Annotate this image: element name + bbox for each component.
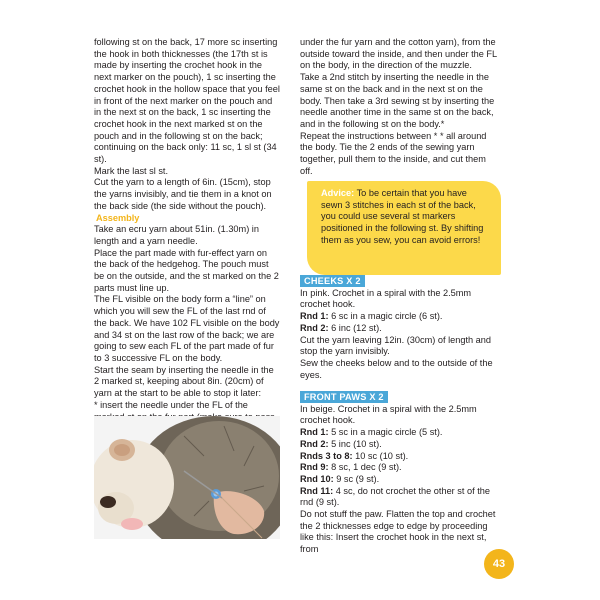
front-paws-section bbox=[300, 391, 500, 556]
round-text: 5 inc (10 st). bbox=[328, 438, 382, 449]
round-text: 6 sc in a magic circle (6 st). bbox=[328, 311, 443, 322]
round-label: Rnd 2: bbox=[300, 438, 329, 449]
advice-label: Advice: bbox=[321, 188, 355, 198]
paragraph: Mark the last sl st. bbox=[94, 165, 169, 176]
round-text: 9 sc (9 st). bbox=[333, 473, 380, 484]
paragraph: Cut the yarn to a length of 6in. (15cm), stop the yarns invisibly, and tie them in a knot on the back side (the side without the pouch). bbox=[94, 177, 272, 211]
round-row bbox=[300, 311, 500, 323]
paragraph: * insert the needle under the FL of the bbox=[94, 399, 248, 410]
left-column bbox=[94, 37, 280, 435]
round-label: Rnd 1: bbox=[300, 427, 329, 438]
paragraph: The FL visible on the body form a “line” on which you will sew the FL of the last rnd of the back. We have 102 FL visible on the body and 34 st on the last row of the back; we are going to sew each FL of the part made of fur to 3 successive FL on the body. bbox=[94, 294, 280, 363]
front-paws-heading: FRONT PAWS X 2 bbox=[300, 391, 388, 403]
paragraph: under the fur yarn and the cotton yarn), from the outside toward the inside, and then under the FL on the body, in the direction of the muzzle. bbox=[300, 37, 497, 71]
round-label: Rnd 10: bbox=[300, 473, 334, 484]
paragraph: Cut the yarn leaving 12in. (30cm) of length and stop the yarn invisibly. bbox=[300, 334, 492, 357]
round-row bbox=[300, 486, 500, 509]
round-text: 10 sc (10 st). bbox=[352, 450, 409, 461]
round-text: 4 sc, do not crochet the other st of the rnd (9 st). bbox=[300, 485, 490, 508]
round-text: 6 inc (12 st). bbox=[328, 322, 382, 333]
round-row bbox=[300, 427, 500, 439]
paragraph: Repeat the instructions between * * all around the body. Tie the 2 ends of the sewing yarn together, pull them to the inside, and cut them off. bbox=[300, 130, 487, 176]
paragraph: Take a 2nd stitch by inserting the needle in the same st on the back and in the next st on the body. Then take a 3rd sewing st by inserting the needle another time in the same st on the back, and in the following st on the body.* bbox=[300, 72, 495, 129]
round-label: Rnd 9: bbox=[300, 462, 329, 473]
paragraph: following st on the back, 17 more sc inserting the hook in both thicknesses (the 17th st is made by inserting the crochet hook in the next marker on the pouch), 1 sc inserting the crochet hook in the hollow space that you feel in front of the next marker on the pouch and in the next st on the back, 1 sc inserting the crochet hook in the next marked st on the pouch and in the following st on the back; continuing on the back only: 11 sc, 1 sl st (34 st). bbox=[94, 37, 280, 165]
round-label: Rnd 1: bbox=[300, 311, 329, 322]
paragraph: In beige. Crochet in a spiral with the 2.5mm crochet hook. bbox=[300, 403, 477, 426]
paragraph: Do not stuff the paw. Flatten the top and crochet the 2 thicknesses edge to edge by proceeding like this: Insert the crochet hook in the next st, from bbox=[300, 509, 496, 555]
round-label: Rnds 3 to 8: bbox=[300, 450, 353, 461]
round-text: 8 sc, 1 dec (9 st). bbox=[328, 462, 402, 473]
advice-box bbox=[307, 181, 501, 275]
paragraph: Take an ecru yarn about 51in. (1.30m) in length and a yarn needle. bbox=[94, 224, 259, 246]
round-label: Rnd 2: bbox=[300, 322, 329, 333]
assembly-heading: Assembly bbox=[96, 212, 140, 223]
round-label: Rnd 11: bbox=[300, 485, 334, 496]
right-column bbox=[300, 37, 500, 177]
round-row bbox=[300, 462, 500, 474]
round-row bbox=[300, 474, 500, 486]
round-row bbox=[300, 439, 500, 451]
advice-text: To be certain that you have sewn 3 stitches in each st of the back, you could use several st markers positioned in the following st. By shifting them as you sew, you can avoid errors! bbox=[321, 188, 484, 245]
paragraph: In pink. Crochet in a spiral with the 2.5mm crochet hook. bbox=[300, 287, 472, 310]
page-number: 43 bbox=[492, 558, 506, 570]
round-row bbox=[300, 451, 500, 463]
cheeks-section bbox=[300, 275, 500, 381]
hedgehog-sewing-photo bbox=[94, 416, 280, 539]
round-row bbox=[300, 323, 500, 335]
paragraph: Place the part made with fur-effect yarn on the back of the hedgehog. The pouch must be on the outside, and the st marked on the 2 parts must line up. bbox=[94, 247, 279, 293]
paragraph: Sew the cheeks below and to the outside of the eyes. bbox=[300, 357, 493, 380]
cheeks-heading: CHEEKS X 2 bbox=[300, 275, 365, 287]
paragraph: Start the seam by inserting the needle in the 2 marked st, keeping about 8in. (20cm) of yarn at the start to be able to stop it later: bbox=[94, 364, 274, 399]
page-number-badge bbox=[484, 549, 514, 579]
round-text: 5 sc in a magic circle (5 st). bbox=[328, 427, 443, 438]
